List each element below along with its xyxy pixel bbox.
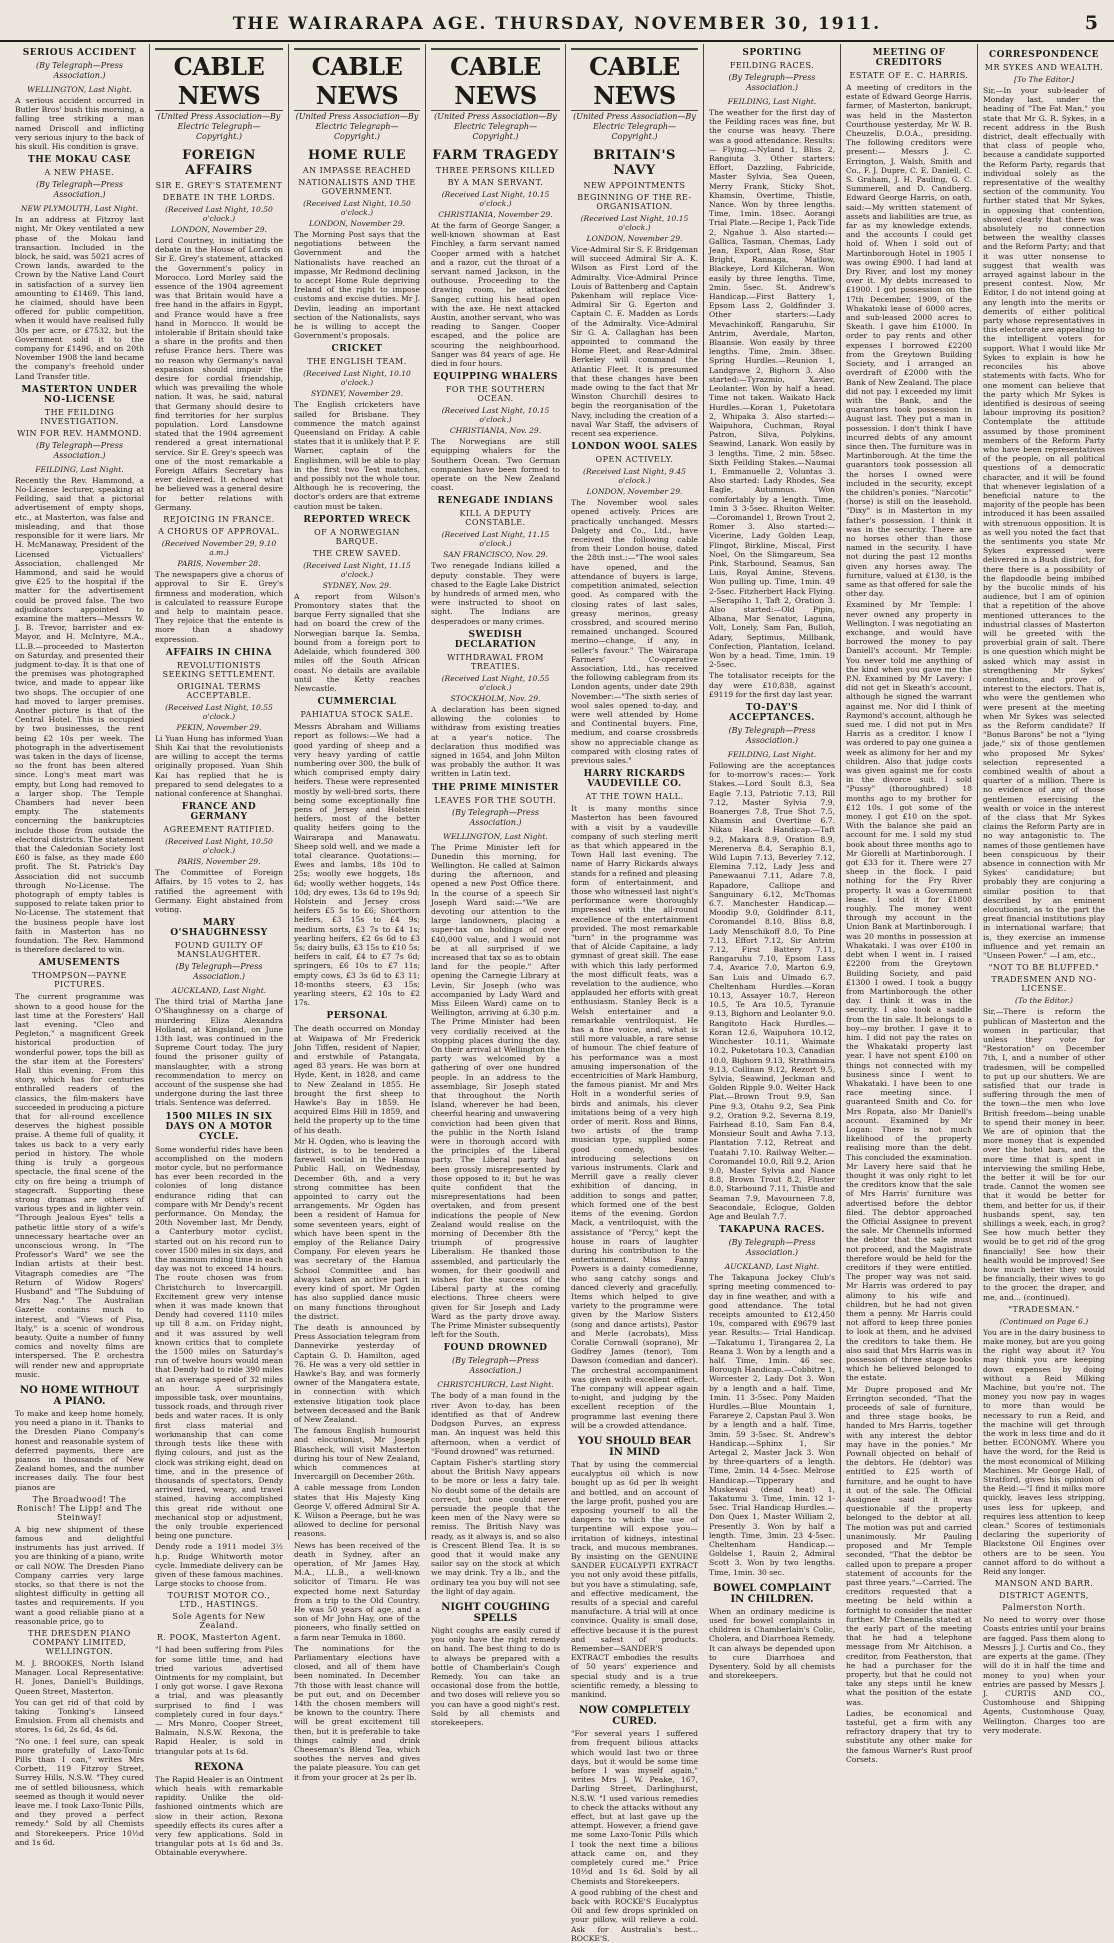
dateline: SYDNEY, November 29. (310, 389, 404, 399)
advert-body: Ladies, be economical and tasteful, get a firm with any refractory drapery that try to substitute any other make for the famous Warner's Rust proof Corsets. (846, 1708, 972, 1764)
received-line: (Received Last Night, 11.15 o'clock.) (441, 530, 550, 549)
article-body: News has been received of the death in Sydney, after an operation, of Mr James Hay, M.A., LL.B., a well-known solicitor of Timaru. He was expected home next Saturday from a trip to the Old Country. He was 50 years of age, and a son of Mr John Hay, one of the pioneers, who finally settled on a farm near Temuka in 1860. (294, 1540, 420, 1642)
article-body: Li Yuan Hung has informed Yuan Shih Kai that the revolutionists are willing to accept the terms originally proposed. Yuan Shih Kai has replied that he is prepared to send delegates to a national conference at Shanghai. (155, 733, 283, 798)
subheadline: ORIGINAL TERMS ACCEPTABLE. (177, 681, 261, 700)
headline: PERSONAL (326, 1011, 388, 1022)
subheadline: REVOLUTIONISTS SEEKING SETTLEMENT. (162, 660, 276, 679)
article-body: At the farm of George Sanger, a well-known showman at East Finchley, a farm servant named Cooper armed with a hatchet and a razor, cut the throat of a servant named Jackson, in the outhouse. Proceeding to the drawing room, he attacked Sanger, cutting his head open with the axe. He next attacked Austin, another servant, who was reading to Sanger. Cooper escaped, and the police are scouring the neighbourhood. Sanger was 84 years of age. He died in four hours. (431, 221, 560, 369)
headline: SWEDISH DECLARATION (454, 629, 537, 650)
received-line: (Received Last Night, 10.15 o'clock.) (441, 190, 550, 208)
dateline: CHRISTCHURCH, Last Night. (437, 1380, 554, 1390)
headline: FOREIGN AFFAIRS (182, 148, 256, 178)
editor-line: (To the Editor.) (1015, 996, 1073, 1006)
headline: FOUND DROWNED (443, 1343, 548, 1354)
article-body: Vice-Admiral Sir S. F. Bridgeman will succeed Admiral Sir A. K. Wilson as First Lord of the Admiralty. Vice-Admiral Prince Louis of Battenberg and Captain Pakenham will replace Vice-Admiral Sir G. Egerton and Captain C. E. Madden as Lords of the Admiralty. Vice-Admiral Sir G. A. Callaghan has been appointed to command the Home Fleet, and Rear-Admiral Berkeley will command the Atlantic Fleet. It is presumed that these changes have been made owing to the fact that Mr Winston Churchill desires to begin the reorganisation of the Navy, including the creation of a naval War Staff, the advisers of recent sea experience. (571, 245, 698, 439)
credit-line: (By Telegraph—Press Association.) (36, 61, 123, 80)
headline: SERIOUS ACCIDENT (22, 48, 137, 58)
dateline: PEKIN, November 29. (176, 722, 262, 732)
subheadline: OF A NORWEGIAN BARQUE. (314, 527, 400, 546)
dateline: FEILDING, Last Night. (727, 97, 817, 106)
headline: FARM TRAGEDY (432, 148, 559, 163)
subheadline: BY A MAN SERVANT. (447, 178, 544, 187)
article-body: Lord Courtney, in initiating the debate in the House of Lords on Sir E. Grey's statement, attacked the Government's policy in Morocco. Lord Morley said the essence of the 1904 agreement was that Britain would have a free hand in the affairs in Egypt, and France would have a free hand in Morocco. It would be intolerable if Britain should take a share in the profits and then refuse France hers. There was no reason why Germany's naval expansion should impair the desire for cordial friendship, which was prevailing the whole nation. It was, he said, natural that Germany should desire to find territories for her surplus population. Lord Lansdowne stated that the 1904 agreement rendered a great international service. Sir E. Grey's speech was one of the most remarkable a Foreign Affairs Secretary has ever delivered. It echoed what he believed was a general desire for better relations with Germany. (155, 236, 283, 512)
headline: MASTERTON UNDER NO-LICENSE (21, 384, 138, 405)
article-body: In an address at Fitzroy last night, Mr Okey ventilated a new phase of the Mokau land transaction. Included in the block, he said, was 5021 acres of Crown lands, awarded to the Crown by the Native Land Court in satisfaction of a survey lien amounting to £1469. This land, he claimed, should have been offered for public competition, when it would have realised fully 30s per acre, or £7532, but the Government sold it to the company for £1496, and on 20th November 1908 the land became the company's freehold under Land Transfer title. (15, 215, 144, 381)
article-body: The newspapers give a chorus of approval to Sir E. Grey's firmness and moderation, which is calculated to reassure Europe and help to maintain peace. They rejoice that the entente is more than a shadowy expression. (155, 570, 283, 644)
subheadline: MR SYKES AND WEALTH. (984, 63, 1104, 72)
subheadline: ESTATE OF E. C. HARRIS. (849, 71, 969, 80)
article-body: A declaration has been signed allowing the colonies to withdraw from existing treaties at a year's notice. The declaration thus modified was signed in 1654, and John Milton was probably the author. It was written in Latin text. (431, 704, 560, 779)
subheadline: A NEW PHASE. (44, 168, 115, 178)
advert-manager: R. POOK, Masterton Agent. (156, 1633, 282, 1643)
headline: EQUIPPING WHALERS (433, 372, 558, 383)
article-body: Messrs Abraham and Williams report as follows:—We had a good yarding of sheep and a very heavy yarding of cattle numbering over 300, the bulk of which comprised empty dairy heifers. These were represented mostly by well-bred sorts, there being some exceptionally fine pens of Jersey and Holstein heifers, most of the better quality heifers going to the Wairarapa and Manawatu. Sheep sold well, and we made a total clearance. Quotations:—Ewes and lambs, 18s 10d to 25s; woolly ewe hoggets, 18s 6d; woolly wether hoggets, 14s 10d; dry ewes, 13s 6d to 19s 9d; Holstein and Jersey cross heifers £5 5s to £6; Shorthorn heifers, £3 15s to £4 9s; medium sorts, £3 7s to £4 1s; yearling heifers, £2 6s 6d to £3 5s; dairy bulls, £3 15s to £10 5s; heifers in calf, £4 to £7 7s 6d; springers, £6 10s to £7 11s; empty cows, £3 3s 6d to £3 11; 18-months steers, £3 15s; yearling steers, £2 10s to £2 17s. (294, 722, 420, 1008)
article-body: The death is announced by Press Association telegram from Dannevirke yesterday of Captain G. D. Hamilton, aged 76. He was a very old settler in Hawke's Bay, and was formerly owner of the Mangatera estate, in connection with which extensive litigation took place between deceased and the Bank of New Zealand. (294, 1322, 420, 1424)
column-5 (565, 44, 703, 1943)
subheadline: DEBATE IN THE LORDS. (162, 193, 276, 202)
credit-line: (By Telegraph—Press Association.) (728, 726, 816, 745)
article-body: Recently the Rev. Hammond, a No-License lecturer, speaking at Feilding, said that a pictorial advertisement of empty shops, etc., at Masterton, was false and misleading, and that those responsible for it were liars. Mr H. McManaway, President of the Licensed Victuallers' Association, challenged Mr Hammond, and said he would give £25 to the hospital if the matter for the advertisement could be proved false. The two adjudicators appointed to examine the matters—Messrs W. J. B. Trevor, barrister and ex-Mayor, and H. McIntyre, M.A., LL.B.—proceeded to Masterton on Saturday, and presented their judgment to-day. It is that one of the premises was photographed twice, and made to appear like two shops. The occupier of one had moved to larger premises. Another picture is that of the Central Hotel. This is occupied by two businesses, the rent being £2 10s per week. The photograph in the advertisement was taken in the days of license, so the front has been altered since. Long's meat mart was empty, but Long had removed to a larger shop. The Temple Chambers had never been empty. The statements concerning the bankruptcies include those from outside the electoral districts. The statement that the Caledonian Society lost £60 is false, as they made £60 profit. The St. Patrick's Day Association did not succumb through No-License. The photograph of empty tables is supposed to relate taken prior to No-License. The statement that the business people have lost faith in Masterton has no foundation. The Rev. Hammond is therefore declared to win. (15, 475, 144, 955)
subheadline: A CHORUS OF APPROVAL. (158, 527, 280, 537)
article-body: The English cricketers have sailed for Brisbane. They commence the match against Queensland on Friday. A cable states that it is unlikely that P. F. Warner, captain of the Englishmen, will be able to play in the first two Test matches, and possibly not the whole tour. Although he is recovering, the doctor's orders are that extreme caution must be taken. (294, 400, 420, 511)
headline: MEETING OF CREDITORS (872, 48, 946, 68)
article-body: Dendy rode a 1911 model 3½ h.p. Rudge Whitworth motor cycle. Immediate delivery can be given of these famous machines. Large stocks to choose from. (155, 1542, 283, 1589)
advert-agents: Sole Agents for New Zealand. (172, 1612, 266, 1631)
advert-body: That by using the commercial eucalyptus oil which is now bought up as 6d per lb weight and bottled, and on account of the large profit, pushed you are exposing yourself to all the dangers to which the use of turpentine will expose you—irritation of kidneys, intestinal track, and mucous membranes. By insisting on the GENUINE SANDER EUCALYPTI EXTRACT you not only avoid these pitfalls, but you have a stimulating, safe, and effective medicament, the results of a special and careful manufacture. A trial will at once convince. Quality is small dose, effective because it is the purest and safest of products. Remember—SANDER'S EXTRACT embodies the results of 50 years' experience and special study and is a true scientific remedy, a blessing to mankind. (571, 1459, 698, 1700)
subheadline: OPEN ACTIVELY. (595, 455, 674, 465)
letter-signature: "NOT TO BE BLUFFED." (988, 963, 1100, 973)
dateline: STOCKHOLM, Nov. 29. (450, 693, 541, 703)
article-body: The Norwegians are still equipping whalers for the Southern Ocean. Two German companies have been formed to operate on the New Zealand coast. (431, 437, 560, 493)
advert-highlight: The Broadwood! The Ronisch! The Lipp! and The Steinway! (16, 1494, 143, 1522)
subheadline: THE FEILDING INVESTIGATION. (40, 407, 119, 426)
advert-body: "For several years I suffered from frequent bilious attacks which would last two or three days, but it would be some time before I was myself again," writes Mrs J. W. Peake, 167, Darling Street, Darlinghurst, N.S.W. "I used various remedies to check the attacks without any effect, but at last gave up the attempt. However, a friend gave me some Laxo-Tonic Pills which I took the next time a bilious attack came on, and they completely cured me." Price 10½d and 1s 6d. Sold by all Chemists and Storekeepers. (571, 1729, 698, 1886)
advert-body: A big new shipment of these famous and delightful instruments has just arrived. If you are thinking of a piano, write or call NOW. The Dresden Piano Company carries very large stocks, so that there is not the slightest difficulty in getting all tastes and requirements. If you want a good reliable piano at a reasonable price, go to (15, 1524, 144, 1626)
headline: HARRY RICKARDS VAUDEVILLE CO. (583, 769, 686, 790)
subheadline: NATIONALISTS AND THE GOVERNMENT. (298, 178, 416, 196)
article-body: The Morning Post says that the negotiations between the Government and the Nationalists have reached an impasse, Mr Redmond declining to accept Home Rule depriving Ireland of the right to impose customs and excise duties. Mr J. Devlin, leading an important section of the Nationalists, says he is willing to accept the Government's proposals. (294, 230, 420, 341)
headline: THE MOKAU CASE (28, 155, 131, 166)
subheadline: AT THE TOWN HALL. (585, 792, 684, 802)
article-body: The November wool sales opened actively. Prices are practically unchanged. Messrs Dalgety and Co., Ltd., have received the following cable from their London house, dated the 28th inst.:—"The wool sales have opened, and the attendance of buyers is large, competition animated, selection good. As compared with the closing rates of last sales, greasy merinos, greasy crossbred, and scoured merino remained unchanged. Scoured merino—change, if any, in seller's favour." The Wairarapa Farmers' Co-operative Association, Ltd., has received the following cablegram from its London agents, under date 29th November:—"The sixth series of wool sales opened to-day, and were well attended by Home and Continental buyers. Fine, medium, and coarse crossbreds show no appreciable change as compared with closing rates of previous sales." (571, 498, 698, 765)
column-1 (10, 44, 149, 1847)
columns (10, 44, 1110, 1943)
headline: CUMMERCIAL (317, 697, 397, 708)
cable-news-banner: CABLE NEWS (571, 48, 698, 111)
advert-title: REXONA (194, 1761, 244, 1773)
dateline: PARIS, November 28. (177, 559, 261, 569)
article-body: The Committee of Foreign Affairs, by 15 votes to 2, has ratified the agreement with Germany. Eight abstained from voting. (155, 868, 283, 914)
headline: THE PRIME MINISTER (432, 782, 559, 793)
received-line: (Received Last Night, 10.50 o'clock.) (165, 837, 273, 856)
subheadline: THREE PERSONS KILLED (436, 166, 555, 175)
subheadline: THE CREW SAVED. (312, 548, 402, 558)
article-body: A serious accident occurred in Butler Bros' bush this morning, a falling tree striking a man named Driscoll and inflicting very serious injury to the back of his skull. His condition is grave. (15, 96, 144, 152)
subheadline: FOR THE SOUTHERN OCEAN. (445, 385, 546, 404)
article-body: The nominations for the Parliamentary elections have closed, and all of them have been nominated. In December 7th those with least chance will be put out, and on December 14th the chosen members will be known to the country. There will be great excitement till then, but it is preferable to take things calmly and drink Cheeseman's Blend Tea, which soothes the nerves and gives the palate pleasure. You can get it from your grocer at 2s per lb. (294, 1643, 420, 1782)
credit-line: (United Press Association—By Electric Telegraph—Copyright.) (295, 112, 419, 141)
letter-body: Sir,—There is reform the publican of Masterton and the women in particular, that unless they vote for "Restoration" on December 7th, I, and a number of other tradesmen, will be compelled to put up our shutters. We are satisfied that our trade is suffering through the men of the town—the men who love British freedom—being unable to spend their money in beer. We are of opinion that the more money that is expended over the hotel bars, and the more time that is spent in interviewing the smiling Hebe, the better it will be for our trade. Cannot the women see that it would be better for them, and better for us, if their husbands spent, say, ten shillings a week, each, in grog? See how much better they would be to get rid of the grog financially! See how their health would be improved! See how much better they would be financially, their wives to go to the grocer, the draper, and me, and... (continued). (983, 1007, 1105, 1302)
advert-body: The Rapid Healer is an Ointment which heals with remarkable rapidity. Unlike the old-fashioned ointments which are slow in their action, Rexona speedily effects its cures after a very few applications. Sold in triangular pots at 1s 6d and 3s. Obtainable everywhere. (155, 1774, 283, 1858)
dateline: FEILDING, Last Night. (727, 750, 817, 759)
advert-body: You are in the dairy business to make money, but are you going the right way about it? You may think you are keeping down expenses by doing without a Reid Milking Machine, but you're not. The money you now pay in wages to more than would be necessary to run a Reid, and the machine will get through the work in less time and do it better. ECONOMY. Where you have the word, for the Reid is the most economical of Milking Machines. Mr George Hall, of Stratford, gives his opinion of the Reid:—"I find it milks more quickly, leaves less stripping, uses less for upkeep, and requires less attention to keep clean." Scores of testimonials declaring the superiority of Blackstone Oil Engines over others are to be seen. You cannot afford to do without a Reid any longer. (983, 1327, 1105, 1577)
subheadline: AN IMPASSE REACHED (302, 166, 412, 175)
advert-body: A good rubbing of the chest and back with ROCKE'S Eucalyptus Oil and few drops sprinkled on your pillow, will relieve a cold. Ask for Australia's best... ROCKE'S. (571, 1887, 698, 1943)
subheadline: REJOICING IN FRANCE. (163, 515, 275, 525)
dateline: LONDON, November 29. (586, 234, 683, 243)
advert-title: NIGHT COUGHING SPELLS (441, 1601, 550, 1624)
credit-line: (By Telegraph—Press Association.) (452, 807, 539, 827)
received-line: (Received November 29, 9.10 a.m.) (161, 539, 277, 558)
subheadline: LEAVES FOR THE SOUTH. (434, 795, 557, 805)
column-4 (425, 44, 565, 1727)
article-body: The body of a man found in the river Avon to-day, has been identified as that of Andrew Dodgson Purves, an express man. An inquest was held this afternoon, when a verdict of "Found drowned" was returned. (431, 1391, 560, 1456)
cable-news-banner: CABLE NEWS (155, 48, 283, 111)
article-body: The totalisator receipts for the day were £10,838, against £9119 for the first day last year. (709, 671, 835, 699)
advert-company: MANSON AND BARR. (994, 1579, 1094, 1589)
dateline: NEW PLYMOUTH, Last Night. (20, 204, 139, 214)
column-6 (703, 44, 840, 1681)
advert-body: M. J. BROOKES, North Island Manager. Local Representative: H. Jones, Daniell's Buildings, Queen Street, Masterton. (15, 1659, 144, 1696)
credit-line: (United Press Association—By Electric Telegraph—Copyright.) (573, 112, 696, 141)
article-body: The current programme was shown to a good house for the last time at the Foresters' Hall last evening. "Cleo and Pegleton," a magnificent Greek historical production of wonderful power, tops the bill as the star item at the Foresters' Hall this evening. From this story, which has for centuries enthralled readers of the classics, the film-makers have succeeded in producing a picture that for all-round excellence deserves the highest possible praise. A theme full of quality, it takes us back to a very early period in history. The whole thing is truly a gorgeous spectacle, the final scene of the city on fire being a triumph of stagecraft. Supporting these strong dramas are others of various types and in lighter vein. "Through Jealous Eyes" tells a pathetic little story of a wife's unnecessary heartache over an unconscious wrong. In "The Professor's Ward" we see the Indian artists at their best. Vitagraph comedies are "The Return of Widow Rogers' Husband" and "The Subduing of Mrs Nag." The Australian Gazette contains much to interest, and "Views of Pisa, Italy," is a scenic of wondrous beauty. Quite a number of funny comics and novelty films are interspersed. The P. orchestra will render new and appropriate music. (15, 992, 144, 1379)
article-body: The Takapuna Jockey Club's spring meeting commenced to-day in fine weather, and with a good attendance. The total receipts amounted to £12,450 10s, compared with £9679 last year. Results:— Trial Handicap.—Takatumu 1, Tirangarea 2, La Reana 3. Won by a length and a half. Time, 1min. 46 sec. Borough Handicap.—Cobbitre 1, Worcester 2, Lady Dot 3. Won by a length and a half. Time, 1min. 11 3-5sec. Pony Maiden Hurdles.—Blue Mountain 1, Farareye 2, Capstan Paul 3. Won by a length and a half. Time, 3min. 59 3-5sec. St. Andrew's Handicap.—Sphinx 1, Sir Artegal 2, Master Jack 3. Won by three-quarters of a length. Time, 2min. 14 4-5sec. Melrose Handicap.—Tipperary and Muskewai (dead heat) 1, Takatumu 3. Time, 1min. 12 1-5sec. Trial Handicap Hurdles.—Don Quex 1, Master William 2, Presently 3. Won by half a length. Time, 3min. 23 4-5sec. Cheltenham Handicap.—Goldelse 1, Rauin 2, Admiral Scott 3. Won by two lengths. Time, 1min. 30 sec. (709, 1273, 835, 1577)
article-body: A report from Wilson's Promontory states that the barque Ferry signalled that she had on board the crew of the Norwegian barque Ia. Semba, bound from a foreign port to Adelaide, which foundered 300 miles off the South African coast. No details are available until the Ketty reaches Newcastle. (294, 591, 420, 693)
editor-line: [To The Editor.] (1014, 75, 1074, 84)
article-body: The weather for the first day of the Feilding races was fine, but the course was heavy. There was a good attendance. Results:— Flying.—Nyland 1, Bliss 2, Rangiuta 3. Other starters: Effort, Dazzling, Fabricide, Master Sylvia, Sea Queen, Merry Frank, Sticky Shot, Khamsin, Overtime, Thistle, Nance. Won by three lengths. Time, 1min. 18sec. Aorangi Trial Plate.—Recipe 1, Pack Tide 2, Ngahue 3. Also started:—Gallica, Tasman, Chemas, Lady Jean, Export, Alan Rose, Star Bright, Rannaga, Matlow, Blackeye, Lord Kilcheran. Won easily by three lengths. Time, 2min. 5sec. St. Andrew's Handicap.—First Battery 1, Epsom Lass 2, Goldfinder 3. Other starters:—Lady Mevachinkoff, Rangaruhu, Sir Antrim, Averdale, Marton, Blaansie. Won easily by three lengths. Time, 2min. 38sec. Spring Hurdles.—Reunion 1, Landgrave 2, Bighorn 3. Also started:—Tyrazmio, Xavier, Leolanter. Won by half a head. Time not taken. Waikato Hack Hurdles.—Koran 1, Puketotara 2, Whipaka 3. Also started:—Waipuhora, Cuchman, Royal Patron, Silva, Polykins, Seawind, Lanark. Won easily by 3 lengths. Time, 2 min. 58sec. Sixth Feilding Stakes.—Naumai 1, Emmanuelle 2, Voluntas 3. Also started: Lady Rhodes, Sea Eagle, Autumnus. Won comfortably by a length. Time, 1min 3 3-5sec. Rhuiton Welter.—Coromandel 1, Brown Trout 2, Romer 3. Also started:—Vicerine, Lady Golden Leap, Flingot, Birkline, Miscal, First Noel, On the Slimgareum, Sea Pink, Starbound, Seamus, San Luis, Royal Amine, Stevens. Won pulling up. Time, 1min. 49 2-5sec. Fitzherbert Hack Flying.—Serapiho 1, Taft 2, Oration 3. Also started:—Old Pipin, Albana, Mar Senator, Laguna, Volt, Lonely, Sam Fan, Bulloh, Adary, Septimus, Millbank, Confection, Plantation, Iceland. Won by a head. Time, 1min. 19 2-5sec. (709, 108, 835, 670)
headline: SPORTING (742, 48, 802, 58)
subheadline: SIR E. GREY'S STATEMENT (155, 181, 283, 190)
headline: 1500 MILES IN SIX DAYS ON A MOTOR CYCLE. (165, 1111, 273, 1142)
subheadline: THE ENGLISH TEAM. (307, 357, 407, 367)
cable-news-banner: CABLE NEWS (431, 48, 560, 111)
credit-line: (By Telegraph—Press Association.) (728, 1238, 816, 1258)
dateline: SYDNEY, Nov. 29. (322, 580, 392, 590)
subheadline: FEILDING RACES. (729, 61, 815, 70)
advert-body: To make and keep home homely, you need a piano in it. Thanks to the Dresden Piano Company's honest and reasonable system of deferred payments, there are pianos in thousands of New Zealand homes, and the number increases daily. The four best pianos are (15, 1408, 144, 1492)
headline: TO-DAY'S ACCEPTANCES. (729, 703, 815, 723)
masthead (0, 0, 1114, 42)
article-body: The famous English humourist and elocutionist, Mr Joseph Blascheck, will visit Masterton during his tour of New Zealand, which commences at Invercargill on December 26th. (294, 1426, 420, 1482)
letter-body: Sir,—In your sub-leader of Monday last, under the heading of "The Fat Man," you state that Mr G. R. Sykes, in a recent address in the Bush district, dealt effectually with that class of people who, because a candidate supported the Reform Party, regards that individual solely as the representative of the wealthy section of the community. You further stated that Mr Sykes, in opposing that contention, showed clearly that there was absolutely no connection between the wealthy classes and the Reform Party; and that it was utter nonsense to suggest that wealth was arrayed against labour in the present contest. Now, Mr Editor, I do not intend going at any length into the merits or demerits of either political party whose representatives in this electorate are appealing to the intelligent voters for support. What I would like Mr Sykes to explain is how he reconciles his above statements with facts. Who for one moment can believe that the party which Mr Sykes is identified is desirous of seeing labour improving its position? Contemplate the attitude assumed by those prominent members of the Reform Party who have been representatives of the people, on all political questions of a democratic character, and it will be found that whenever legislation of a beneficial nature to the majority of the people has been introduced it has been assailed with strenuous opposition. It is as well you noted the fact that the sentiments you state Mr Sykes expressed were delivered in a Bush district, for there there is a possibility of the flapdoodle being imbibed by the bucolic minds of his audience, but I am of opinion that a repetition of the above mentioned utterances to the industrial classes of Masterton will be greeted with the proverbial grain of salt. There is one question which might be asked which may assist in strengthening Mr Sykes' contentions, and prove of interest to the electors. That is, who were the gentlemen who were present at the meeting when Mr Sykes was selected as the Reform candidate? If "Bonus Barons" be not a "lying jade," six of those gentlemen who proposed Mr Sykes' selection represented a combined wealth of about a quarter of a million. There is no evidence of any of those gentlemen exercising the wealth or voice in the interest of the class that Mr Sykes claims the Reform Party are in no way antagonistic to. The names of those gentlemen have been conspicuous by their absence in connection with Mr Sykes' candidature; but probably they are conjuring a similar position to that described by an eminent elocutionist, as to the part the great financial institutions play in international warfare; that is, they exercise an immense influence and yet remain an "Unseen Power." —I am, etc., (983, 86, 1105, 961)
advert-title: NO HOME WITHOUT A PIANO. (19, 1384, 140, 1407)
masthead-title: THE WAIRARAPA AGE. THURSDAY, NOVEMBER 30, 1911. (232, 14, 882, 34)
dateline: LONDON, November 29. (309, 219, 405, 228)
credit-line: (By Telegraph—Press Association.) (36, 180, 123, 200)
headline: CRICKET (331, 344, 383, 355)
advert-body: You can get rid of that cold by taking Tonking's Linseed Emulsion. From all chemists and stores, 1s 6d, 2s 6d, 4s 6d. (15, 1697, 144, 1735)
credit-line: (By Telegraph—Press Association.) (452, 1356, 539, 1376)
article-body: Mr H. Ogden, who is leaving the district, is to be tendered a farewell social in the Hamua Public Hall, on Wednesday, December 6th, and a very strong committee has been appointed to carry out the arrangements. Mr Ogden has been a resident of Hamua for some seventeen years, eight of which have been spent in the employ of the Reliance Dairy Company. For eleven years he was secretary of the Hamua School Committee and has always taken an active part in every kind of sport. Mr Ogden has also supplied dance music on many functions throughout the district. (294, 1136, 420, 1321)
article-body: A cable message from London states that His Majesty King George V. offered Admiral Sir A. K. Wilson a Peerage, but he was allowed to decline for personal reasons. (294, 1483, 420, 1539)
page-number: 5 (1084, 12, 1098, 34)
column-8 (977, 44, 1110, 1735)
subheadline: WITHDRAWAL FROM TREATIES. (447, 652, 544, 671)
dateline: LONDON, November 29. (171, 225, 267, 234)
advert-title: BOWEL COMPLAINT IN CHILDREN. (712, 1582, 832, 1605)
subheadline: FOUND GUILTY OF MANSLAUGHTER. (174, 941, 264, 960)
article-body: Mr Dupre proposed and Mr Errington seconded, "That the proceeds of sale of furniture, and three stage books, be handed to Mrs Harris, together with any interest the debtor may have in the ponies." Mr Pownall objected on behalf of the debtors. He (debtor) was entitled to £25 worth of furniture, and he ought to have it out of the sale. The Official Assignee said it was questionable if the property belonged to the debtor at all. The motion was put and carried unanimously. Mr Pauling proposed and Mr Temple seconded, "That the debtor be called upon to prepare a proper statement of accounts for the past three years."—Carried. The creditors requested that a meeting be held within a fortnight to consider the matter further. Mr Chennells stated at the early part of the meeting that he had a telephone message from Mr Aitchison, a creditor, from Featherston, that he had a purchaser for the property, but that he could not take any steps until he knew what the position of the estate was. (846, 1384, 972, 1707)
headline: MARY O'SHAUGHNESSY (170, 918, 268, 939)
dateline: WELLINGTON, Last Night. (443, 831, 548, 841)
advert-company: THE DRESDEN PIANO COMPANY LIMITED, WELLINGTON. (28, 1629, 131, 1657)
article-body: It is many months since Masterton has been favoured with a visit by a vaudeville company of such sterling merit as that which appeared in the Town Hall last evening. The name of Harry Rickards always stands for a refined and pleasing form of entertainment, and those who witnessed last night's performance were thoroughly impressed with the all-round excellence of the entertainment provided. The most remarkable "turn" in the programme was that of Alcide Capitaine, a lady gymnast of great skill. The ease with which this lady performed the most difficult feats, was a revelation to the audience, who applauded her efforts with great enthusiasm. Stanley Beck is a Welsh entertainer and a remarkable ventriloquist. He has a fine voice, and, what is still more valuable, a rare sense of humour. The chief feature of his performance was a most amusing impersonation of the eccentricities of Mark Hamburg, the famous pianist. Mr and Mrs Holt in a wonderful series of birds and animals, his clever imitations being of a very high order of merit. Ross and Binns, two artists of the tramp musician type, supplied some good comedy, besides introducing selections on various instruments. Clark and Merrill gave a really clever exhibition of dancing, in addition to songs and patter, which formed one of the best items of the evening. Gordon Mack, a ventriloquist, with the assistance of "Percy," kept the house in roars of laughter during his contribution to the entertainment. Miss Fanny Powers is a dainty comedienne, who sang catchy songs and danced cleverly and gracefully. Items which helped to give variety to the programme were given by the Marlow Sisters (song and dance artists), Pastor and Merle (acrobats), Miss Coralie Cornwall (soprano), Mr Godfrey James (tenor), Tom Dawson (comedian and dancer). The orchestral accompaniment was given with excellent effect. The company will appear again to-night, and judging by the excellent reception of the programme last evening there will be a crowded attendance. (571, 804, 698, 1430)
headline: AFFAIRS IN CHINA (165, 647, 273, 658)
advert-body: No need to worry over those Coasts entries until your brains are fagged. Pass them along to Messrs J. J. Curtis and Co., they are experts at the game. (They will do it in half the time and money to you) when your entries are passed by Messrs J. J. CURTIS AND CO., Customhouse and Shipping Agents, Customhouse Quay, Wellington. Charges too are very moderate. (983, 1615, 1105, 1735)
subheadline: PAHIATUA STOCK SALE. (300, 710, 414, 720)
advert-town: Palmerston North. (1002, 1603, 1086, 1613)
subheadline: THOMPSON—PAYNE PICTURES. (32, 971, 127, 990)
credit-line: (United Press Association—By Electric Telegraph—Copyright.) (434, 112, 557, 141)
received-line: (Received Last Night, 10.50 o'clock.) (303, 199, 411, 217)
received-line: (Received Last Night, 10.10 o'clock.) (303, 369, 411, 388)
column-3 (288, 44, 425, 1782)
dateline: SAN FRANCISCO, Nov. 29. (443, 550, 548, 560)
advert-body: Captain Fisher's startling story about the British Navy appears to be more or less a fairy tale. No doubt some of the details are correct, but one could never persuade the people that the keen men of the Navy were so remiss. The British Navy was ready, as it always is, and so also is Crescent Blend Tea. It is so good that it would make any sailor say on the stock at which we may drink. Try a lb., and the ordinary tea you buy will not see the light of day again. (431, 1457, 560, 1596)
cable-news-banner: CABLE NEWS (294, 48, 420, 111)
headline: BRITAIN'S NAVY (593, 148, 676, 178)
received-line: (Received Last Night, 10.55 o'clock.) (165, 702, 273, 721)
received-line: (Received Last Night, 10.50 o'clock.) (165, 205, 273, 223)
column-7 (840, 44, 977, 1764)
dateline: FEILDING, Last Night. (35, 464, 124, 474)
subheadline: TRADESMEN AND NO-LICENSE. (991, 975, 1097, 994)
dateline: WELLINGTON, Last Night. (27, 85, 132, 94)
dateline: CHRISTIANIA, November 29. (438, 210, 553, 219)
subheadline: AGREEMENT RATIFIED. (163, 825, 275, 835)
continued-note: (Continued on Page 6.) (999, 1316, 1089, 1326)
article-body: The third trial of Martha Jane O'Shaughnessy on a charge of murdering Eliza Alexandra Holland, at Kingsland, on June 13th last, was continued in the Supreme Court today. The jury found the prisoner guilty of manslaughter, with a strong recommendation to mercy on account of the suspense she had undergone during the last three trials. Sentence was deferred. (155, 997, 283, 1108)
received-line: (Received Last Night, 11.15 o'clock.) (303, 560, 411, 579)
headline: HOME RULE (307, 148, 407, 163)
credit-line: (By Telegraph—Press Association.) (728, 73, 816, 92)
advert-body: "I had been suffering from Piles for some little time, and had tried various advertised Ointments for my complaint, but I only got worse. I gave Rexona a trial, and was pleasantly surprised to find I was completely cured in four days." — Mrs Monro, Cooper Street, Balmain, N.S.W. Rexona, the Rapid Healer, is sold in triangular pots at 1s 6d. (155, 1645, 283, 1756)
dateline: PARIS, November 29. (177, 857, 261, 867)
headline: AMUSEMENTS (38, 958, 121, 969)
headline: RENEGADE INDIANS (437, 496, 554, 507)
received-line: (Received Last Night, 9.45 o'clock.) (583, 467, 686, 486)
headline: TAKAPUNA RACES. (719, 1225, 825, 1236)
received-line: (Received Last Night, 10.15 o'clock.) (441, 406, 550, 425)
advert-title: YOU SHOULD BEAR IN MIND (577, 1435, 692, 1458)
credit-line: (United Press Association—By Electric Telegraph—Copyright.) (157, 112, 281, 141)
column-2 (149, 44, 288, 1858)
subheadline: KILL A DEPUTY CONSTABLE. (459, 509, 532, 528)
article-body: Examined by Mr Temple: I never owned any property in Wellington. I was negotiating an exchange, and would have borrowed the money to pay Daniell's account. Mr Temple: You never told me anything of the kind when you gave me the P.N. Examined by Mr Lavery: I did not get in Skeath's account, although he signed the warrant against me. Nor did I think of Raymond's account, although he sued me. I did not put in Mrs Harris as a creditor. I know I was ordered to pay one guinea a week as alimony for her and my children. Also that judge costs was given against me for costs in the divorce suit. I sold "Pussy" (thoroughbred) 18 months ago to my brother for £12 10s. I got some of the money. I got £10 on the spot. With the balance she paid an account for me. I sold my stud book about three months ago to Mr Giorelli at Martinborough. I got £33 for it. There were 27 sheep in the flock. I paid nothing for the Fry River property. It was a Government lease. I sold it for £1800 roughly. The money went through my account in the Union Bank at Martinborough. I was 20 months in possession at Whakataki. I was over £100 in debt when I went in. I raised £2200 from the Greytown Building Society, and paid £1300 I owed. I took a buggy from Martinborough the other day. I think it was in the security. I also took a saddle from the tin sale. It belongs to a boy—my brother. I gave it to him. I did not pay the rates on the Whakataki property last year. I have not spent £100 on things not connected with my business since I went to Whakataki. I have been to one race meeting since. I guaranteed Smith and Co. for Mrs Ropata, also Mr Daniell's account. Examined by Mr Logan: There is not much likelihood of the property realising more than the debt. This concluded the examination. Mr Lavery here said that he thought it was only right to let the creditors know that the sale of Mrs Harris' furniture was advertised before the debtor filed. The debtor approached the Official Assignee to prevent the sale. Mr Chennells informed the debtor that the sale must not proceed, and the Magistrate therefore would be held for the creditors if they were entitled. The proper way was not said. Mr Harris was ordered to pay alimony to his wife and children, but he had not given them a penny. Mr Harris could not afford to keep three ponies to look at them, and he advised the creditors to take them. He also said that Mrs Harris was in possession of three stage books which he believed belonged to the estate. (846, 600, 972, 1383)
headline: LONDON WOOL SALES (571, 442, 698, 453)
headline: REPORTED WRECK (303, 514, 411, 525)
article-body: Two renegade Indians killed a deputy constable. They were chased to the Eagle Lake District by hundreds of armed men, who were instructed to shoot on sight. The Indians are desperadoes or many crimes. (431, 561, 560, 626)
dateline: AUCKLAND, Last Night. (724, 1262, 820, 1272)
subheadline: WIN FOR REV. HAMMOND. (17, 428, 142, 438)
advert-company: TOURIST MOTOR CO., LTD., HASTINGS. (167, 1591, 271, 1610)
dateline: LONDON, November 29. (586, 487, 683, 497)
advert-body: When an ordinary medicine is used for bowel complaints in children is Chamberlain's Colic, Cholera, and Diarrhoea Remedy. It can always be depended upon to cure Diarrhoea and Dysentery. Sold by all chemists and storekeepers. (709, 1606, 835, 1681)
credit-line: (By Telegraph—Press Association.) (175, 962, 263, 982)
credit-line: (By Telegraph—Press Association.) (36, 440, 123, 460)
advert-agents: DISTRICT AGENTS, (999, 1591, 1089, 1601)
letter-signature: "TRADESMAN." (1008, 1304, 1080, 1314)
article-body: Following are the acceptances for to-morrow's races:— York Stakes.—Lord Soult 8.3, Sea Eagle 7.13, Patriotic 7.13, Rill 7.12, Master Sylvia 7.9, Boanerges 7.8, True Shot 7.5, Khamsin and Overtime 6.7. Nikau Hack Handicap.—Taft 9.2, Makara 8.9, Oration 8.9, Merenerva 8.4, Seraphio 8.1, Wild Lupin 7.13, Beverley 7.12, Elemina 7.12, Lady Jess and Panewaanui 7.11, Adare 7.8, Rapadore, Calliope and Sanguinary 6.12, McThomas 6.7. Manchester Handicap.—Moodip 9.0, Goldfinder 8.11, Coromandel 8.10, Bliss 8.8, Lady Menschikoff 8.0, To Pine 7.13, Effort 7.12, Sir Antrim 7.12, First Battery 7.11, Rangaruhu 7.10, Epsom Lass 7.4, Avarice 7.0, Marton 6.9, San Luis and Ulmado 6.7. Cheltenham Hurdles.—Koran 10.13, Assayer 10.7, Hereon 10.5, Te Ara 10.5, Tyranuie 9.13, Bighorn and Leolanter 9.0. Rangitoto Hack Hurdles.—Koran 12.6, Waipuhora 10.12, Winchester 10.11, Waimate 10.2, Puketotara 10.3, Canadian 10.0, Bighorn 9.13, Strathmaira 9.13, Collinan 9.12, Rezort 9.5, Sylvia, Seawind, Jeckman and Golden Ripple 9.0. Welter Hack Plat.—Brown Trout 9.9, San Pine 9.3, Otahu 9.2, Sea Pink 9.2, Oration 9.2, Severna 8.19, Fairhead 8.10, Sam Fan 8.4, Monsieur Soult and Awha 7.13, Plantation 7.12, Retreat and Tuatahi 7.10. Railway Welter.—Coromandel 10.0, Rill 9.2, Arion 9.0, Master Sylvia and Nance 8.8, Brown Trout 8.2, Fluster 8.0, Starbound 7.11, Thistle and Seaman 7.9, Mavourneen 7.8, Seacondale, Eclogue, Golden Age and Beulah 7.7. (709, 761, 835, 1221)
received-line: (Received Last Night, 10.15 o'clock.) (580, 214, 689, 232)
headline: CORRESPONDENCE (988, 50, 1100, 60)
advert-title: NOW COMPLETELY CURED. (578, 1705, 691, 1728)
dateline: AUCKLAND, Last Night. (171, 986, 267, 996)
advert-body: Night coughs are easily cured if you only have the right remedy on hand. The best thing to do is to always be prepared with a bottle of Chamberlain's Cough Remedy. You can take an occasional dose from the bottle, and two doses will relieve you so you can have a good night's rest. Sold by all chemists and storekeepers. (431, 1625, 560, 1727)
dateline: CHRISTIANIA, Nov. 29. (449, 426, 542, 436)
article-body: The Prime Minister left for Dunedin this morning, for Wellington. He called at Salmon during the afternoon, and opened a new Post Office there. In the course of a speech Sir Joseph Ward said:—"We are devoting our attention to the large landowners, placing a super-tax on holdings of over £40,000 value, and I would not be at all surprised if we increased that tax so as to obtain land for the people." After opening the Carnegie Library at Levin, Sir Joseph (who was accompanied by Lady Ward and Miss Eileen Ward) came on to Wellington, arriving at 6.30 p.m. The Prime Minister had been very cordially received at the stopping places during the day. On their arrival at Wellington the party was welcomed by a gathering of over one hundred people. In an address to the assemblage, Sir Joseph stated that throughout the North Island, wherever he had been, cheerful hearing and unwavering conviction had been given that the public in the North Island were in thorough accord with the principles of the Liberal party. The Liberal party had been grossly misrepresented by those opposed to it; but he was quite confident that the misrepresentations had been overtaken, and from present indications the people of New Zealand would realise on the morning of December 8th the triumph of progressive Liberalism. He thanked those assembled, and particularly the women, for their goodwill and wishes for the success of the Liberal party at the coming elections. Three cheers were given for Sir Joseph and Lady Ward as the party drove away. The Prime Minister subsequently left for the South. (431, 842, 560, 1340)
headline: FRANCE AND GERMANY (181, 802, 257, 823)
advert-body: "No one. I feel sure, can speak more gratefully of Laxo-Tonic Pills than I can," writes Mrs Corbett, 119 Fitzroy Street, Surrey Hills, N.S.W. "They cured me of settled biliousness, which seemed as though it would never leave me. I took Laxo-Tonic Pills, and they proved a perfect remedy." Sold by all Chemists and Storekeepers. Price 10½d and 1s 6d. (15, 1736, 144, 1847)
article-body: Some wonderful rides have been accomplished on the modern motor cycle, but no performance has ever been recorded in the colonies of long distance endurance riding that can compare with Mr Dendy's recent performance. On Monday, the 20th November last, Mr Dendy, a Canterbury motor cyclist, started out on his record run to cover 1500 miles in six days, and the maximum riding time in each day was not to exceed 14 hours. The route chosen was from Christchurch to Invercargill. Excitement grew very intense when it was made known that Dendy had covered 1110 miles up till 8 a.m. on Friday night, and it was assured by well known critics that to complete the 1500 miles on Saturday's run of twelve hours would mean that Dendy had to ride 390 miles at an average speed of 32 miles an hour. A surprisingly impossible task, over mountains, tussock roads, and through river beds and water races. It is only first class material and workmanship that can come through tests like these with flying colours, and just as the clock was striking eight, dead on time, and in the presence of thousands of spectators, Dendy arrived tired, weary, and travel stained, having accomplished this great ride without one mechanical stop or adjustment, the only trouble experienced being one puncture. (155, 1144, 283, 1541)
article-body: A meeting of creditors in the estate of Edward George Harris, farmer, of Masterton, bankrupt, was held in the Masterton Courthouse yesterday, Mr W. B. Cheuzelis, D.O.A., presiding. The following creditors were present:— Messrs J. C. Errington, J. Walsh, Smith and Co., F. J. Dupre, C. E. Daniell, C. S. Graham, J. H. Pauling, G. C. Summerell, and D. Candberg. Edward George Harris, on oath, said:—My written statement of assets and liabilities are true, as far as my knowledge extends, and the accounts I could get hold of. When I sold out of Martinborough Hotel in 1905 I was owing £900. I had land at Dry River, and lost my money over it. My debts increased to £1900. I got possession on the 17th December, 1909, of the Whakatoki lease of 6000 acres, and sub-leased 2000 acres to Skeath. I gave him £1000. In order to pay rents and other expenses I borrowed £2200 from the Greytown Building Society, and I arranged an overdraft of £2000 with the Bank of New Zealand. The place did not pay. I exceeded my limit with the Bank, and the guarantors took possession in August last. They put a man in possession. I don't think I have incurred debts of any amount since then. The furniture was in Martinborough. At the time the guarantors took possession all the horses I owned were included in the security, except the children's ponies. "Narcotic" (horse) is still on the leasehold. "Dixy" is in Masterton in my father's possession. I think it was in the security. There are no horses other than those named in the security. I have not during the past 12 months given any horses away. The furniture, valued at £130, is the same as that offered for sale the other day. (846, 83, 972, 599)
subheadline: NEW APPOINTMENTS (583, 181, 686, 190)
received-line: (Received Last Night, 10.55 o'clock.) (441, 673, 550, 692)
subheadline: BEGINNING OF THE RE-ORGANISATION. (577, 193, 692, 211)
article-body: The death occurred on Monday at Waipawa of Mr Frederick John Tiffen, resident of Napier, and erstwhile of Patangata, aged 83 years. He was born at Hyde, Kent, in 1828, and came to New Zealand in 1855. He brought the first sheep to Hawke's Bay in 1859. He acquired Elms Hill in 1859, and held the property up to the time of his death. (294, 1024, 420, 1135)
